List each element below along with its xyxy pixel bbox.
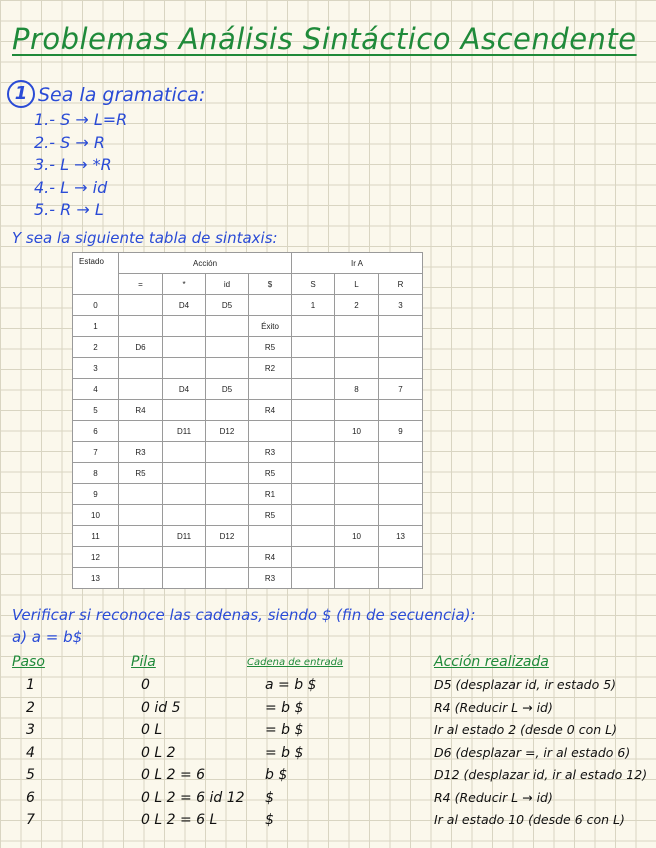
table-cell — [206, 547, 249, 568]
table-cell: 9 — [379, 421, 423, 442]
table-cell — [379, 337, 423, 358]
trace-step: 4 — [26, 744, 35, 761]
trace-stack: 0 L 2 = 6 — [141, 767, 206, 783]
table-row — [73, 295, 423, 316]
verify-instruction: Verificar si reconoce las cadenas, siendo $ (fin de secuencia): — [12, 606, 476, 624]
table-cell — [335, 442, 379, 463]
table-cell: R5 — [119, 463, 163, 484]
table-cell: R1 — [249, 484, 292, 505]
syntax-table-body — [73, 295, 423, 589]
page-title: Problemas Análisis Sintáctico Ascendente — [12, 22, 637, 56]
table-cell — [335, 337, 379, 358]
table-row — [73, 442, 423, 463]
table-row — [73, 358, 423, 379]
state-cell: 5 — [73, 400, 119, 421]
table-cell: D11 — [163, 526, 206, 547]
table-row — [73, 568, 423, 589]
trace-step: 1 — [26, 677, 35, 693]
table-cell: 2 — [335, 295, 379, 316]
trace-header-pila: Pila — [131, 654, 156, 670]
table-row — [73, 547, 423, 568]
table-cell — [292, 568, 335, 589]
table-cell — [379, 316, 423, 337]
table-row — [73, 505, 423, 526]
table-cell — [292, 421, 335, 442]
trace-input: $ — [265, 789, 274, 806]
table-cell — [119, 358, 163, 379]
table-cell — [119, 316, 163, 337]
table-intro: Y sea la siguiente tabla de sintaxis: — [12, 229, 278, 247]
trace-stack: 0 L 2 = 6 L — [141, 812, 218, 828]
grammar-rule: 5.- R → L — [34, 200, 104, 219]
table-cell — [292, 316, 335, 337]
table-cell — [119, 421, 163, 442]
table-cell: R4 — [249, 547, 292, 568]
column-header: S — [292, 274, 335, 295]
state-cell: 10 — [73, 505, 119, 526]
table-row — [73, 421, 423, 442]
column-header: $ — [249, 274, 292, 295]
trace-step: 6 — [26, 789, 35, 806]
table-row — [73, 526, 423, 547]
trace-stack: 0 L 2 = 6 id 12 — [141, 789, 245, 806]
table-cell — [163, 400, 206, 421]
table-cell — [335, 505, 379, 526]
column-header: L — [335, 274, 379, 295]
table-cell — [163, 463, 206, 484]
trace-action: R4 (Reducir L → id) — [434, 699, 553, 715]
table-cell — [292, 463, 335, 484]
table-cell — [249, 379, 292, 400]
grammar-rules — [34, 109, 127, 222]
table-cell — [292, 442, 335, 463]
table-cell — [119, 505, 163, 526]
table-cell — [206, 316, 249, 337]
table-cell — [379, 400, 423, 421]
state-cell: 6 — [73, 421, 119, 442]
trace-action: Ir al estado 10 (desde 6 con L) — [434, 812, 625, 827]
column-header: = — [119, 274, 163, 295]
table-cell: D5 — [206, 379, 249, 400]
state-cell: 11 — [73, 526, 119, 547]
state-cell: 2 — [73, 337, 119, 358]
trace-input: = b $ — [265, 722, 304, 738]
table-cell — [119, 568, 163, 589]
table-cell — [206, 442, 249, 463]
table-cell: R2 — [249, 358, 292, 379]
table-cell — [292, 379, 335, 400]
table-cell — [335, 484, 379, 505]
table-cell — [379, 505, 423, 526]
table-cell — [335, 568, 379, 589]
table-cell: 7 — [379, 379, 423, 400]
trace-header-paso: Paso — [12, 654, 45, 670]
table-cell: R5 — [249, 505, 292, 526]
trace-action: D5 (desplazar id, ir estado 5) — [434, 677, 617, 692]
table-cell — [292, 526, 335, 547]
trace-stack: 0 L 2 — [141, 744, 176, 761]
table-cell — [335, 463, 379, 484]
table-row — [73, 316, 423, 337]
trace-stack: 0 — [141, 677, 150, 693]
table-cell: R4 — [249, 400, 292, 421]
table-cell — [292, 484, 335, 505]
table-cell: D11 — [163, 421, 206, 442]
table-cell — [163, 337, 206, 358]
problem-number-badge: 1 — [7, 80, 35, 108]
state-cell: 12 — [73, 547, 119, 568]
accion-header: Acción — [119, 253, 292, 274]
table-cell — [206, 568, 249, 589]
state-cell: 7 — [73, 442, 119, 463]
grammar-rule: 1.- S → L=R — [34, 110, 128, 129]
table-cell: D4 — [163, 295, 206, 316]
table-row — [73, 379, 423, 400]
grammar-rule: 2.- S → R — [34, 132, 105, 152]
table-cell: 10 — [335, 526, 379, 547]
table-cell — [163, 484, 206, 505]
table-row — [73, 463, 423, 484]
state-cell: 1 — [73, 316, 119, 337]
table-cell — [379, 442, 423, 463]
table-cell — [249, 526, 292, 547]
estado-header: Estado — [73, 253, 119, 295]
table-cell: D12 — [206, 526, 249, 547]
trace-header-accion: Acción realizada — [434, 654, 549, 670]
table-cell: R3 — [249, 568, 292, 589]
table-cell — [119, 526, 163, 547]
trace-action: R4 (Reducir L → id) — [434, 789, 553, 805]
table-cell — [163, 442, 206, 463]
table-cell: R3 — [119, 442, 163, 463]
table-cell — [379, 568, 423, 589]
table-cell: R5 — [249, 337, 292, 358]
column-header: * — [163, 274, 206, 295]
table-cell — [163, 568, 206, 589]
table-cell — [206, 484, 249, 505]
trace-input: = b $ — [265, 699, 304, 716]
trace-input: a = b $ — [265, 677, 317, 693]
table-cell — [206, 400, 249, 421]
state-cell: 0 — [73, 295, 119, 316]
table-cell: Éxito — [249, 316, 292, 337]
table-cell — [379, 463, 423, 484]
state-cell: 3 — [73, 358, 119, 379]
table-cell — [292, 400, 335, 421]
table-cell — [206, 505, 249, 526]
table-cell — [335, 358, 379, 379]
trace-step: 7 — [26, 812, 35, 828]
table-cell — [292, 358, 335, 379]
trace-action: D6 (desplazar =, ir al estado 6) — [434, 744, 631, 760]
trace-stack: 0 id 5 — [141, 699, 181, 716]
table-cell — [249, 295, 292, 316]
table-cell: 10 — [335, 421, 379, 442]
table-cell — [292, 547, 335, 568]
trace-input: = b $ — [265, 744, 304, 761]
table-cell — [119, 547, 163, 568]
table-cell: D4 — [163, 379, 206, 400]
table-cell: D12 — [206, 421, 249, 442]
table-cell — [206, 358, 249, 379]
column-header: id — [206, 274, 249, 295]
table-row — [73, 337, 423, 358]
state-cell: 13 — [73, 568, 119, 589]
state-cell: 4 — [73, 379, 119, 400]
trace-action: D12 (desplazar id, ir al estado 12) — [434, 767, 648, 782]
trace-step: 2 — [26, 699, 35, 716]
table-cell — [119, 295, 163, 316]
ira-header: Ir A — [292, 253, 423, 274]
trace-step: 5 — [26, 767, 35, 783]
table-cell — [163, 358, 206, 379]
table-cell: 8 — [335, 379, 379, 400]
grammar-intro: Sea la gramatica: — [38, 84, 206, 106]
trace-step: 3 — [26, 722, 35, 738]
trace-header-cadena: Cadena de entrada — [247, 657, 344, 668]
table-cell — [335, 316, 379, 337]
table-cell — [206, 337, 249, 358]
grammar-rule: 3.- L → *R — [34, 155, 112, 174]
part-a-label: a) a = b$ — [12, 628, 83, 646]
table-cell — [292, 337, 335, 358]
table-cell: D6 — [119, 337, 163, 358]
syntax-table — [72, 252, 423, 589]
table-cell: D5 — [206, 295, 249, 316]
state-cell: 9 — [73, 484, 119, 505]
table-cell — [206, 463, 249, 484]
table-cell: R4 — [119, 400, 163, 421]
table-cell: 3 — [379, 295, 423, 316]
table-row — [73, 400, 423, 421]
trace-action: Ir al estado 2 (desde 0 con L) — [434, 722, 617, 737]
state-cell: 8 — [73, 463, 119, 484]
table-cell — [335, 547, 379, 568]
table-cell — [292, 505, 335, 526]
table-cell — [249, 421, 292, 442]
trace-stack: 0 L — [141, 722, 163, 738]
trace-input: $ — [265, 812, 274, 828]
table-cell — [163, 505, 206, 526]
table-cell — [379, 358, 423, 379]
table-cell — [119, 379, 163, 400]
trace-input: b $ — [265, 767, 288, 783]
table-cell — [379, 484, 423, 505]
grammar-rule: 4.- L → id — [34, 177, 108, 197]
table-cell — [119, 484, 163, 505]
table-cell: 1 — [292, 295, 335, 316]
table-cell — [163, 316, 206, 337]
column-header: R — [379, 274, 423, 295]
table-cell — [335, 400, 379, 421]
table-cell — [163, 547, 206, 568]
table-cell: 13 — [379, 526, 423, 547]
table-cell: R3 — [249, 442, 292, 463]
table-cell: R5 — [249, 463, 292, 484]
table-row — [73, 484, 423, 505]
table-cell — [379, 547, 423, 568]
